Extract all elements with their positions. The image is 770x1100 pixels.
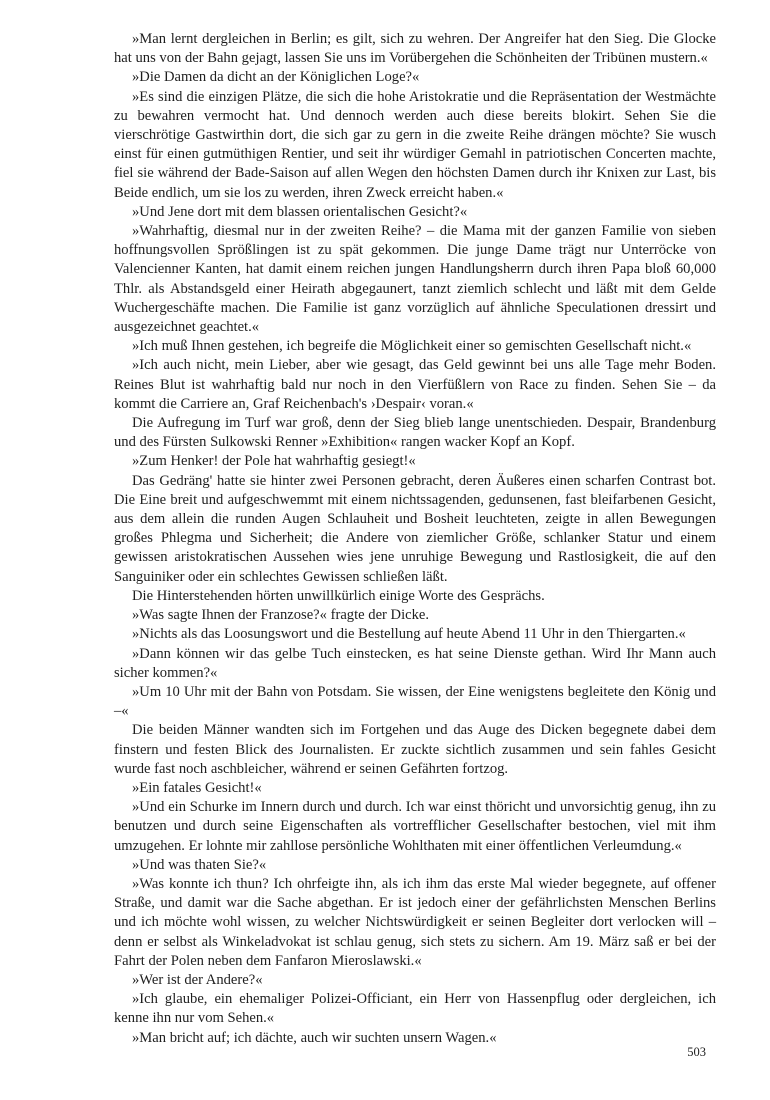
paragraph-5: »Wahrhaftig, diesmal nur in der zweiten Reihe? – die Mama mit der ganzen Familie von sieben hoffnungsvollen Sprößlingen ist zu spät gekommen. Die junge Dame trägt nur Unterröcke von Valencienner Kanten, hat damit einem reichen jungen Handlungsherrn durch ihren Papa bloß 60,000 Thlr. als Abstandsgeld einer Heirath abgegaunert, tanzt ziemlich schlecht und läßt mit dem Gelde Wuchergeschäfte machen. Die Familie ist ganz vorzüglich auf ähnliche Speculationen dressirt und ausgezeichnet geachtet.«	[114, 223, 716, 336]
paragraph-3: »Es sind die einzigen Plätze, die sich die hohe Aristokratie und die Repräsentation der Westmächte zu bewahren vermocht hat. Und dennoch werden auch diese bereits blokirt. Sehen Sie die vierschrötige Gastwirthin dort, die sich gar zu gern in die zweite Reihe drängen möchte? Sie wusch einst für einen gutmüthigen Rentier, und seit ihr würdiger Gemahl in patriotischen Concerten machte, fiel sie während der Bade-Saison auf allen Wegen den höchsten Damen durch ihr Knixen zur Last, bis Beide endlich, um sie los zu werden, ihren Zweck erreicht haben.«	[114, 88, 716, 201]
paragraph-8: Die Aufregung im Turf war groß, denn der Sieg blieb lange unentschieden. Despair, Brandenburg und des Fürsten Sulkowski Renner »Exhibition« rangen wacker Kopf an Kopf.	[114, 415, 716, 451]
paragraph-14: »Dann können wir das gelbe Tuch einstecken, es hat seine Dienste gethan. Wird Ihr Mann auch sicher kommen?«	[114, 645, 716, 681]
paragraph-12: »Was sagte Ihnen der Franzose?« fragte der Dicke.	[132, 607, 430, 624]
paragraph-17: »Ein fatales Gesicht!«	[132, 779, 262, 796]
paragraph-20: »Was konnte ich thun? Ich ohrfeigte ihn, als ich ihm das erste Mal wieder begegnete, auf offener Straße, und damit war die Sache abgethan. Er ist jedoch einer der gefährlichsten Menschen Berlins und ich möchte wohl wissen, zu welcher Nichtswürdigkeit er seinen Begleiter dort verlocken will – denn er selbst als Winkeladvokat ist schlau genug, sich stets zu sichern. Am 19. März saß er bei der Fahrt der Polen neben dem Fanfaron Mieroslawski.«	[114, 875, 716, 969]
paragraph-9: »Zum Henker! der Pole hat wahrhaftig gesiegt!«	[132, 453, 416, 470]
paragraph-10: Das Gedräng' hatte sie hinter zwei Personen gebracht, deren Äußeres einen scharfen Contrast bot. Die Eine breit und aufgeschwemmt mit einem nichtssagenden, gedunsenen, fast bleifarbenen Gesicht, aus dem allein die runden Augen Schlauheit und Bosheit leuchteten, zeigte in allen Bewegungen großes Phlegma und Sicherheit; die Andere von ziemlicher Größe, schlanker Statur und einem gewissen aristokratischen Aussehen wies jene unruhige Bewegung und Rastlosigkeit, die auf den Sanguiniker oder ein schlechtes Gewissen schließen läßt.	[114, 472, 716, 585]
paragraph-13: »Nichts als das Loosungswort und die Bestellung auf heute Abend 11 Uhr in den Thiergarten.«	[132, 626, 686, 643]
paragraph-18: »Und ein Schurke im Innern durch und durch. Ich war einst thöricht und unvorsichtig genug, ihn zu benutzen und durch seine Eigenschaften als vortrefflicher Gesellschafter bestochen, viel mit ihm umzugehen. Er lohnte mir zahllose persönliche Wohlthaten mit einer öffentlichen Verleumdung.«	[114, 799, 716, 854]
paragraph-6: »Ich muß Ihnen gestehen, ich begreife die Möglichkeit einer so gemischten Gesellschaft nicht.«	[132, 338, 692, 355]
paragraph-16: Die beiden Männer wandten sich im Fortgehen und das Auge des Dicken begegnete dabei dem finstern und festen Blick des Journalisten. Er zuckte sichtlich zusammen und sein fahles Gesicht wurde fast noch aschbleicher, während er seinen Gefährten fortzog.	[114, 722, 716, 777]
paragraph-15: »Um 10 Uhr mit der Bahn von Potsdam. Sie wissen, der Eine wenigstens begleitete den König und –«	[114, 683, 716, 720]
page-number: 503	[687, 1045, 706, 1059]
text-block	[114, 30, 716, 1048]
paragraph-2: »Die Damen da dicht an der Königlichen Loge?«	[132, 69, 420, 86]
paragraph-7: »Ich auch nicht, mein Lieber, aber wie gesagt, das Geld gewinnt bei uns alle Tage mehr Boden. Reines Blut ist wahrhaftig bald nur noch in den Vierfüßlern von Race zu finden. Sehen Sie – da kommt die Carriere an, Graf Reichenbach's ›Despair‹ voran.«	[114, 357, 716, 412]
paragraph-19: »Und was thaten Sie?«	[132, 856, 267, 873]
paragraph-1: »Man lernt dergleichen in Berlin; es gilt, sich zu wehren. Der Angreifer hat den Sieg. Die Glocke hat uns von der Bahn gejagt, lassen Sie uns im Vorübergehen die Schönheiten der Tribünen mustern.«	[114, 31, 716, 67]
paragraph-21: »Wer ist der Andere?«	[132, 971, 263, 988]
paragraph-22: »Ich glaube, ein ehemaliger Polizei-Officiant, ein Herr von Hassenpflug oder dergleichen, ich kenne ihn nur vom Sehen.«	[114, 991, 716, 1027]
paragraph-23: »Man bricht auf; ich dächte, auch wir suchten unsern Wagen.«	[132, 1029, 497, 1046]
paragraph-11: Die Hinterstehenden hörten unwillkürlich einige Worte des Gesprächs.	[132, 587, 545, 604]
paragraph-4: »Und Jene dort mit dem blassen orientalischen Gesicht?«	[132, 203, 468, 220]
